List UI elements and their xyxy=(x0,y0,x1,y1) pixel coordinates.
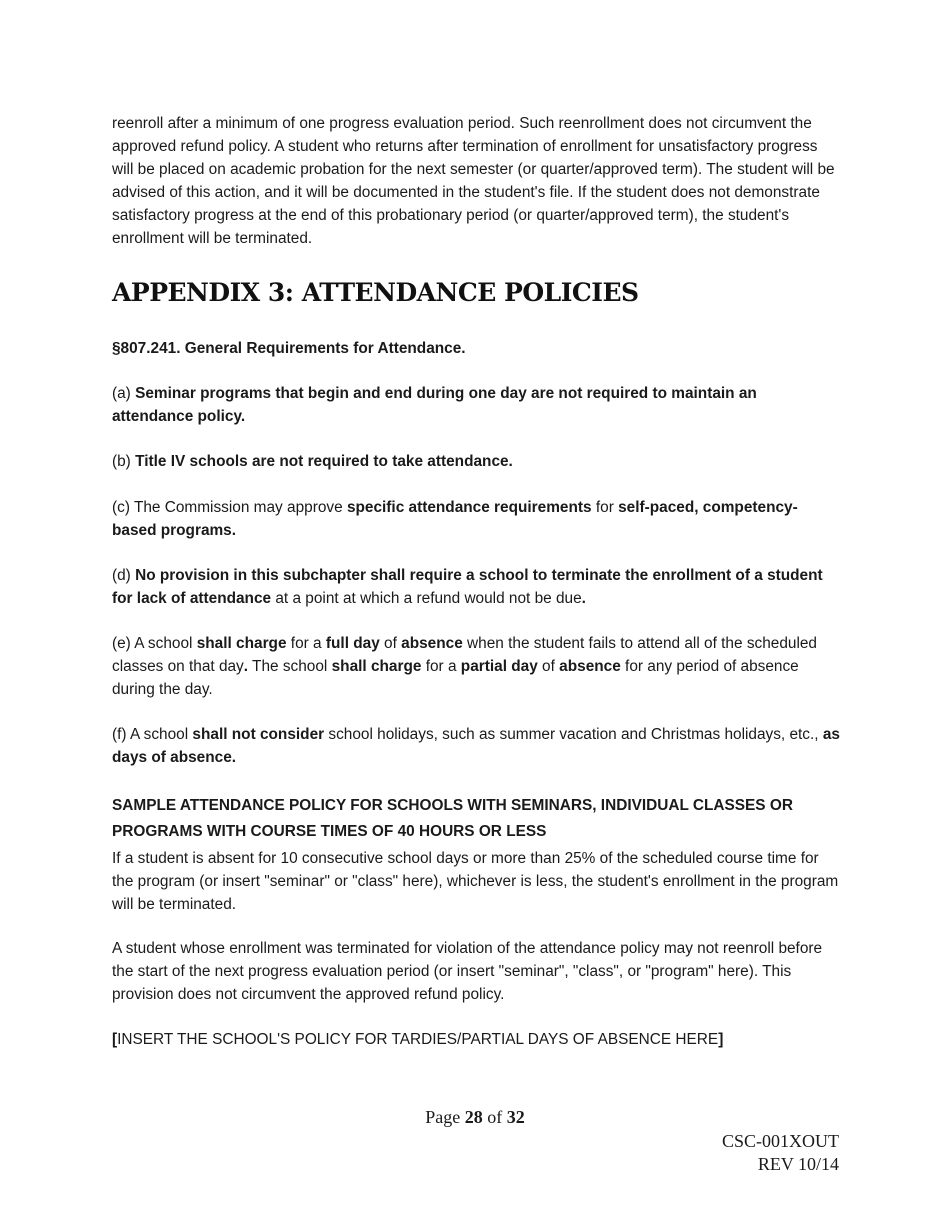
form-code-block xyxy=(722,1130,839,1176)
sample-paragraph-2: A student whose enrollment was terminated for violation of the attendance policy may not reenroll before the start of the next progress evaluation period (or insert "seminar", "class", or "program" here). This provision does not circumvent the approved refund policy. xyxy=(112,940,823,1003)
item-c-text-2: for xyxy=(591,499,619,516)
item-a-bold: Seminar programs that begin and end during one day are not required to maintain an attendance policy. xyxy=(112,385,757,425)
insert-policy-note xyxy=(112,1028,842,1051)
item-e-text-4: when the student fails to attend all of the scheduled classes on that day xyxy=(112,635,817,675)
insert-note-text: INSERT THE SCHOOL'S POLICY FOR TARDIES/PARTIAL DAYS OF ABSENCE HERE xyxy=(117,1031,719,1048)
item-f-text-1: (f) A school xyxy=(112,726,193,743)
item-e-bold-4: . xyxy=(243,658,249,675)
item-e-bold-2: full day xyxy=(325,635,380,652)
item-c-bold-2: self-paced, competency-based programs. xyxy=(112,499,798,539)
item-d-text-1: (d) xyxy=(112,567,136,584)
item-c-bold-1: specific attendance requirements xyxy=(346,499,592,516)
insert-bracket-close: ] xyxy=(718,1031,724,1048)
item-b-bold: Title IV schools are not required to take attendance. xyxy=(135,453,513,470)
item-d-bold-2: . xyxy=(581,590,586,607)
sample-paragraph-1: If a student is absent for 10 consecutive school days or more than 25% of the scheduled course time for the program (or insert "seminar" or "class" here), whichever is less, the student's enrollment in the program will be terminated. xyxy=(112,850,839,913)
item-e-text-1: (e) A school xyxy=(112,635,197,652)
item-b-prefix: (b) xyxy=(112,453,136,470)
item-e-bold-1: shall charge xyxy=(196,635,287,652)
insert-bracket-open: [ xyxy=(112,1031,118,1048)
item-e-text-3: of xyxy=(379,635,402,652)
item-a xyxy=(112,382,842,428)
item-e-bold-3: absence xyxy=(401,635,463,652)
section-title: §807.241. General Requirements for Attendance. xyxy=(112,340,466,357)
item-c xyxy=(112,496,842,542)
item-d-text-2: at a point at which a refund would not be due xyxy=(271,590,582,607)
page-total: 32 xyxy=(506,1107,525,1127)
item-e-text-2: for a xyxy=(286,635,326,652)
item-a-prefix: (a) xyxy=(112,385,136,402)
item-e-text-8: for any period of absence during the day. xyxy=(112,658,799,698)
item-e-bold-7: absence xyxy=(559,658,621,675)
item-e-text-6: for a xyxy=(421,658,461,675)
page-number-footer xyxy=(0,1107,950,1128)
page-number: 28 xyxy=(464,1107,483,1127)
item-e-text-5: The school xyxy=(248,658,332,675)
appendix-heading: APPENDIX 3: ATTENDANCE POLICIES xyxy=(112,278,639,307)
item-d xyxy=(112,564,842,610)
item-e-bold-6: partial day xyxy=(460,658,538,675)
item-f-bold-2: as days of absence. xyxy=(112,726,840,766)
item-f-text-2: school holidays, such as summer vacation and Christmas holidays, etc., xyxy=(324,726,823,743)
sample-policy-heading: SAMPLE ATTENDANCE POLICY FOR SCHOOLS WITH SEMINARS, INDIVIDUAL CLASSES OR PROGRAMS WITH COURSE TIMES OF 40 HOURS OR LESS xyxy=(112,797,793,840)
item-e-bold-5: shall charge xyxy=(331,658,422,675)
item-f xyxy=(112,723,842,769)
revision-label: REV 10/14 xyxy=(757,1154,839,1174)
item-c-text-1: (c) The Commission may approve xyxy=(112,499,347,516)
page-label: Page xyxy=(425,1107,465,1127)
item-e-text-7: of xyxy=(537,658,560,675)
item-e xyxy=(112,632,842,701)
intro-paragraph: reenroll after a minimum of one progress evaluation period. Such reenrollment does not circumvent the approved refund policy. A student who returns after termination of enrollment for unsatisfactory progress will be placed on academic probation for the next semester (or quarter/approved term). The student will be advised of this action, and it will be documented in the student's file. If the student does not demonstrate satisfactory progress at the end of this probationary period (or quarter/approved term), the student's enrollment will be terminated. xyxy=(112,115,835,247)
form-code: CSC-001XOUT xyxy=(721,1131,839,1151)
item-d-bold-1: No provision in this subchapter shall require a school to terminate the enrollment of a student for lack of attendance xyxy=(112,567,823,607)
item-f-bold-1: shall not consider xyxy=(192,726,325,743)
of-label: of xyxy=(482,1107,507,1127)
item-b xyxy=(112,450,842,473)
